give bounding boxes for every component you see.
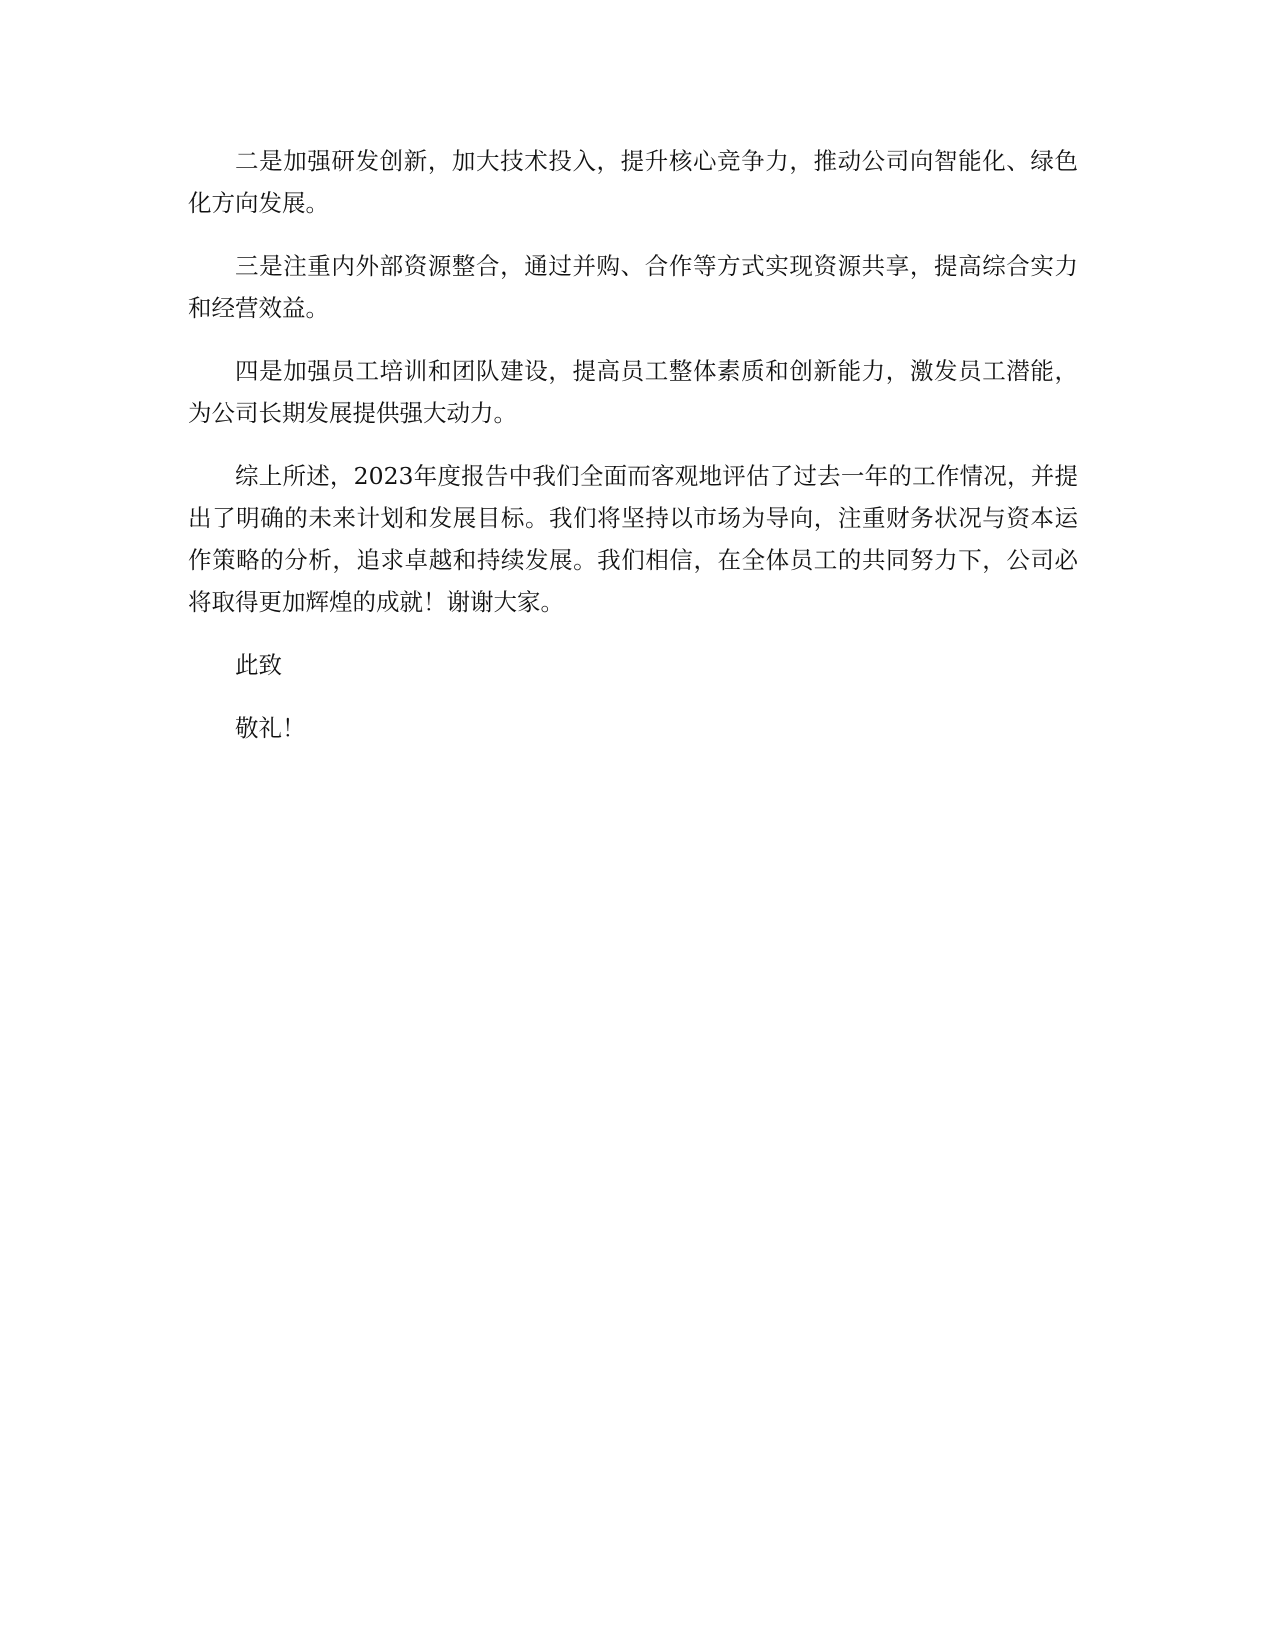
paragraph-summary: 综上所述，2023年度报告中我们全面而客观地评估了过去一年的工作情况，并提出了明确的未来计划和发展目标。我们将坚持以市场为导向，注重财务状况与资本运作策略的分析，追求卓越和持续发展。我们相信，在全体员工的共同努力下，公司必将取得更加辉煌的成就！谢谢大家。 (188, 462, 1078, 616)
closing-line-2: 敬礼！ (235, 714, 306, 742)
paragraph-resource-integration: 三是注重内外部资源整合，通过并购、合作等方式实现资源共享，提高综合实力和经营效益。 (188, 252, 1078, 322)
paragraph-rd-innovation: 二是加强研发创新，加大技术投入，提升核心竞争力，推动公司向智能化、绿色化方向发展。 (188, 147, 1078, 217)
closing-line-1: 此致 (235, 651, 282, 679)
paragraph-staff-training: 四是加强员工培训和团队建设，提高员工整体素质和创新能力，激发员工潜能，为公司长期发展提供强大动力。 (188, 357, 1078, 427)
document-body (188, 140, 1078, 770)
